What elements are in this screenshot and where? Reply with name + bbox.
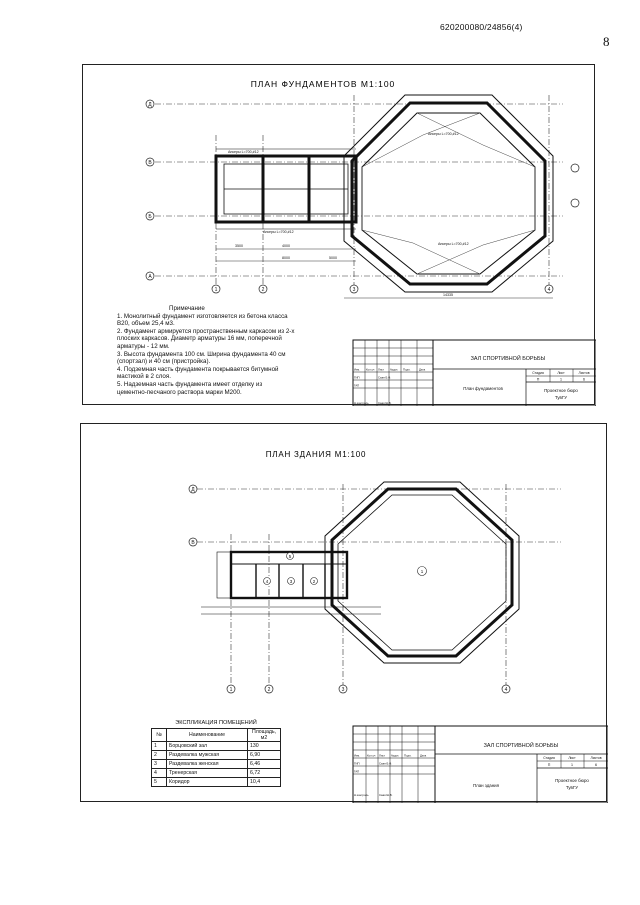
building-plan-sheet: [80, 423, 607, 802]
svg-text:Саая Б.Ф.: Саая Б.Ф.: [379, 761, 392, 766]
anchor-label: Анкеры L=700,#12: [228, 150, 259, 154]
org-name: Проектное бюро: [544, 388, 578, 393]
explication-title: ЭКСПЛИКАЦИЯ ПОМЕЩЕНИЙ: [175, 720, 257, 726]
dimension-label: 5000: [329, 256, 337, 260]
svg-text:1: 1: [571, 763, 573, 767]
table-header-row: № Наименование Площадь, м2: [152, 729, 281, 742]
axis-label: 3: [341, 687, 345, 693]
svg-text:Н.контроль: Н.контроль: [354, 793, 369, 797]
sheet-name: План здания: [473, 783, 499, 788]
svg-text:Саая Ш.В.: Саая Ш.В.: [379, 793, 393, 797]
svg-text:Кол.уч: Кол.уч: [366, 367, 375, 372]
svg-text:ГИП: ГИП: [354, 761, 360, 766]
notes-title: Примечание: [169, 305, 205, 312]
svg-text:Лист: Лист: [378, 367, 385, 372]
svg-text:Листов: Листов: [590, 756, 602, 760]
axis-label: 2: [267, 687, 271, 693]
svg-text:ГАП: ГАП: [354, 769, 360, 774]
sheet-name: План фундаментов: [463, 386, 503, 391]
dimension-label: 14335: [443, 293, 453, 297]
svg-text:ГИП: ГИП: [354, 375, 360, 380]
svg-text:Лист: Лист: [568, 756, 576, 760]
foundation-plan-title: ПЛАН ФУНДАМЕНТОВ М1:100: [250, 79, 396, 89]
axis-label: 1: [214, 287, 218, 293]
room-mark: 3: [289, 579, 293, 584]
anchor-label: Анкеры L=700,#12: [438, 242, 469, 246]
svg-text:Н.контроль: Н.контроль: [354, 401, 369, 405]
svg-text:Дата: Дата: [419, 367, 426, 372]
svg-text:Изм.: Изм.: [354, 367, 360, 372]
axis-label: А: [148, 274, 152, 280]
axis-label: В: [191, 540, 195, 546]
document-id: 620200080/24856(4): [440, 22, 523, 32]
room-mark: 5: [288, 554, 292, 559]
room-mark: 1: [420, 569, 424, 574]
org-name-2: ТувГУ: [554, 395, 568, 400]
axis-label: В: [148, 160, 152, 166]
foundation-notes: Примечание 1. Монолитный фундамент изготовляется из бетона класса В20, объем 25,4 м3. 2. Фундамент армируется пространственным каркасом из 2-х плоских каркасов. Диаметр арматуры 16 мм, поперечной арматуры - 12 мм. 3. Высота фундамента 100 см. Ширина фундамента 40 см (спортзал) и 40 см (пристройка). 4. Подземная часть фундамента покрывается битумной мастикой в 2 слоя. 5. Надземная часть фундамента имеет отделку из цементно-песчаного раствора марки М200.: [117, 305, 353, 396]
svg-text:№док: №док: [391, 753, 399, 758]
svg-text:Изм.: Изм.: [354, 753, 360, 758]
svg-text:Подп.: Подп.: [404, 753, 412, 758]
table-row: 1 Борцовский зал 130: [152, 742, 281, 751]
svg-text:Лист: Лист: [557, 371, 565, 375]
axis-label: Д: [191, 487, 195, 493]
svg-text:Саая Б.Ф.: Саая Б.Ф.: [378, 375, 391, 380]
axis-label: Д: [148, 102, 152, 108]
page-number: 8: [603, 34, 610, 49]
room-mark: 2: [312, 579, 316, 584]
svg-text:П: П: [547, 763, 551, 767]
svg-text:Подп.: Подп.: [403, 367, 411, 372]
svg-text:№док: №док: [390, 367, 398, 372]
anchor-label: Анкеры L=700,#12: [263, 230, 294, 234]
svg-text:ГАП: ГАП: [354, 383, 360, 388]
svg-text:Дата: Дата: [420, 753, 427, 758]
explication-table: [151, 728, 281, 787]
table-row: 5 Коридор 10,4: [152, 778, 281, 787]
svg-text:Лист: Лист: [379, 753, 386, 758]
axis-label: 3: [352, 287, 356, 293]
svg-text:6: 6: [583, 377, 585, 382]
svg-text:Кол.уч: Кол.уч: [367, 753, 376, 758]
svg-text:Стадия: Стадия: [543, 756, 555, 760]
axis-label: 2: [261, 287, 265, 293]
axis-label: 4: [504, 687, 508, 693]
org-name-2: ТувГУ: [565, 785, 579, 790]
org-name: Проектное бюро: [555, 778, 589, 783]
svg-text:Стадия: Стадия: [532, 371, 544, 375]
building-plan-title: ПЛАН ЗДАНИЯ М1:100: [265, 450, 367, 459]
project-name: ЗАЛ СПОРТИВНОЙ БОРЬБЫ: [470, 356, 546, 362]
room-mark: 4: [265, 579, 269, 584]
axis-label: 1: [229, 687, 233, 693]
room-explication: [151, 720, 281, 787]
svg-text:1: 1: [560, 377, 562, 382]
table-row: 2 Раздевалка мужская 6,90: [152, 751, 281, 760]
svg-text:Листов: Листов: [578, 371, 590, 375]
dimension-label: 4000: [282, 244, 290, 248]
svg-text:Саая Ш.В.: Саая Ш.В.: [378, 401, 392, 405]
dimension-label: 3500: [235, 244, 243, 248]
axis-label: 4: [547, 287, 551, 293]
anchor-label: Анкеры L=700,#12: [428, 132, 459, 136]
project-name: ЗАЛ СПОРТИВНОЙ БОРЬБЫ: [483, 743, 559, 749]
table-row: 3 Раздевалка женская 6,46: [152, 760, 281, 769]
axis-label: Б: [148, 214, 152, 220]
table-row: 4 Тренерская 6,72: [152, 769, 281, 778]
dimension-label: 8000: [282, 256, 290, 260]
svg-text:П: П: [536, 377, 540, 382]
svg-text:6: 6: [595, 763, 597, 767]
foundation-plan-sheet: [82, 64, 595, 405]
